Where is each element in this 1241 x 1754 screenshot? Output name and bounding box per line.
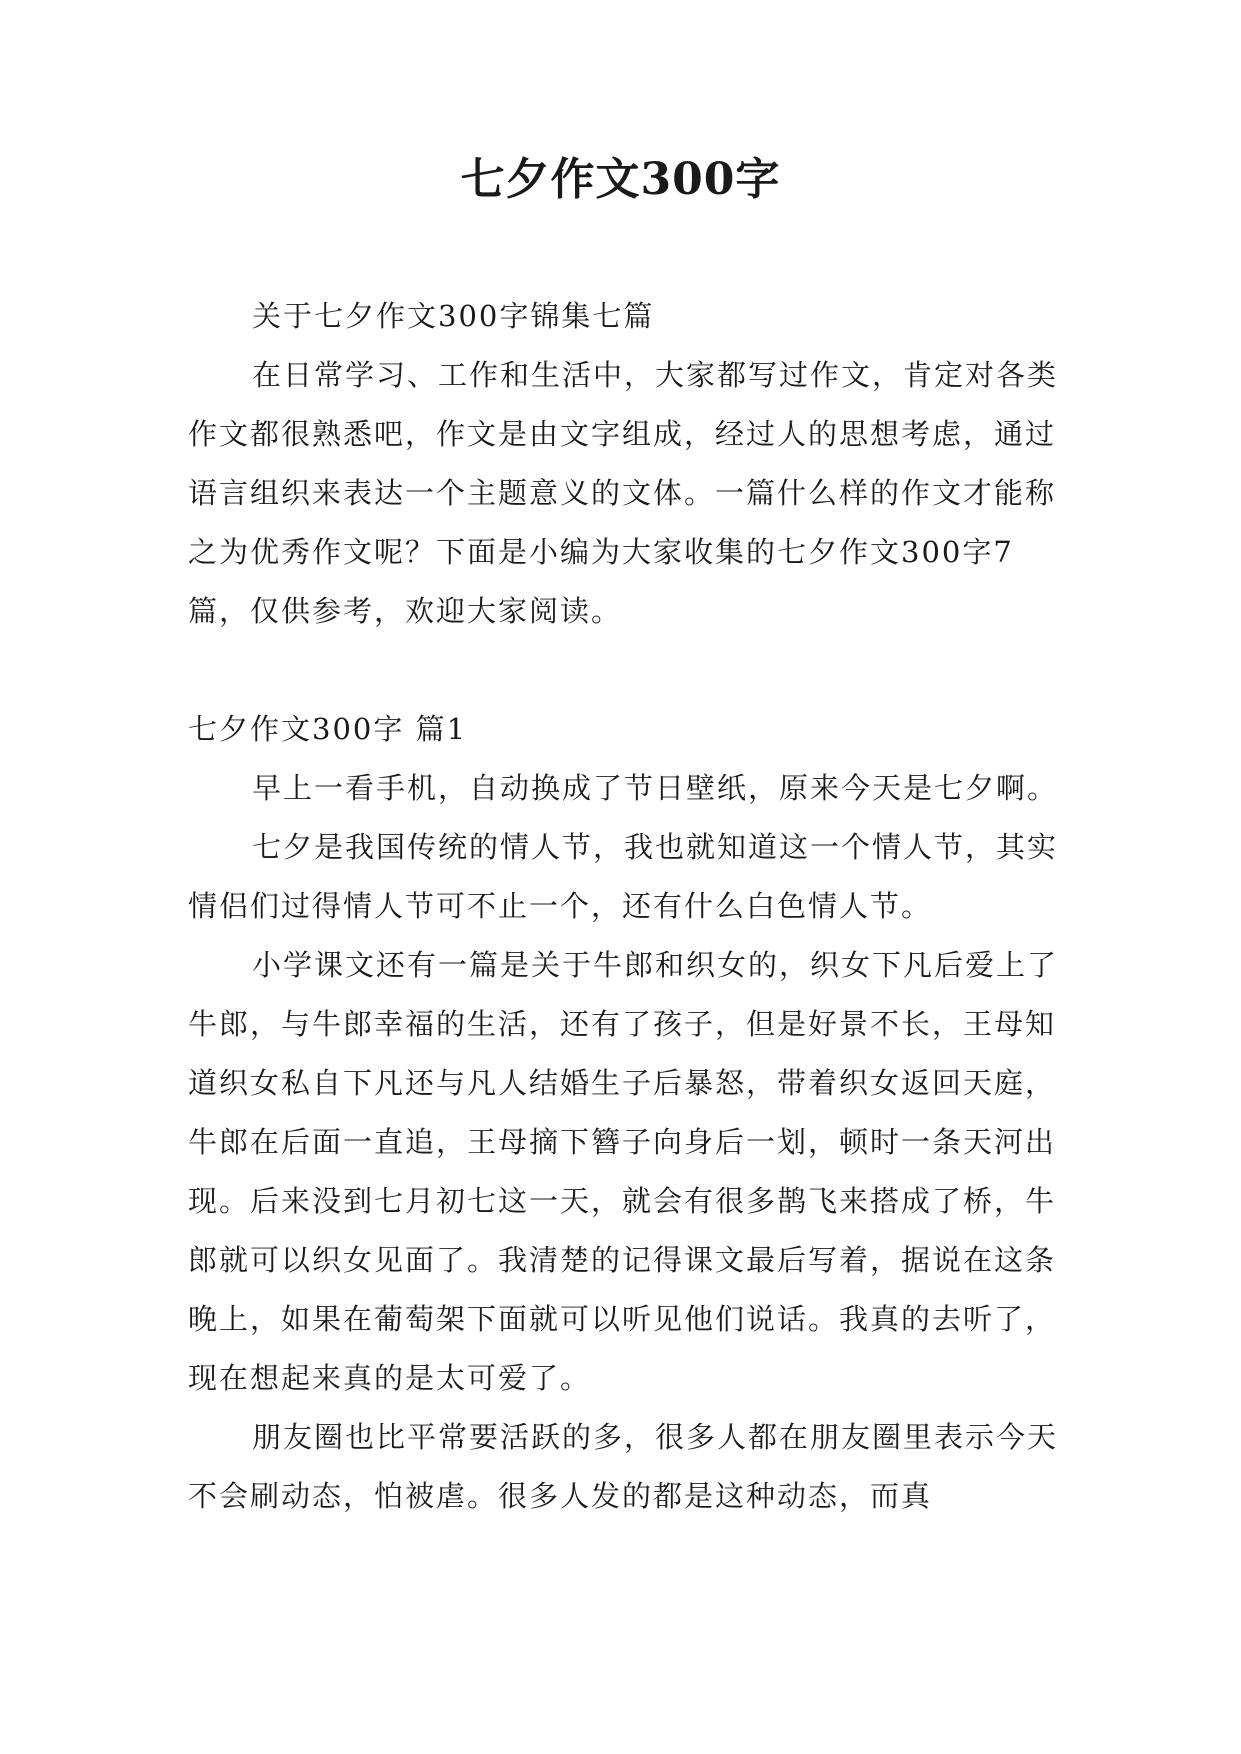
intro-heading: 关于七夕作文300字锦集七篇 [252,299,655,333]
document-body [188,287,1062,1526]
paragraph-3: 小学课文还有一篇是关于牛郎和织女的，织女下凡后爱上了牛郎，与牛郎幸福的生活，还有了孩子，但是好景不长，王母知道织女私自下凡还与凡人结婚生子后暴怒，带着织女返回天庭，牛郎在后面一直追，王母摘下簪子向身后一划，顿时一条天河出现。后来没到七月初七这一天，就会有很多鹊飞来搭成了桥，牛郎就可以织女见面了。我清楚的记得课文最后写着，据说在这条晚上，如果在葡萄架下面就可以听见他们说话。我真的去听了，现在想起来真的是太可爱了。 [188,948,1059,1395]
paragraph-4: 朋友圈也比平常要活跃的多，很多人都在朋友圈里表示今天不会刷动态，怕被虐。很多人发的都是这种动态，而真 [188,1420,1059,1513]
page-title: 七夕作文300字 [460,154,781,205]
intro-paragraph: 在日常学习、工作和生活中，大家都写过作文，肯定对各类作文都很熟悉吧，作文是由文字组成，经过人的思想考虑，通过语言组织来表达一个主题意义的文体。一篇什么样的作文才能称之为优秀作文呢？下面是小编为大家收集的七夕作文300字7篇，仅供参考，欢迎大家阅读。 [188,358,1059,628]
section-heading: 七夕作文300字 篇1 [188,712,468,746]
paragraph-2: 七夕是我国传统的情人节，我也就知道这一个情人节，其实情侣们过得情人节可不止一个，还有什么白色情人节。 [188,830,1059,923]
paragraph-1: 早上一看手机，自动换成了节日壁纸，原来今天是七夕啊。 [252,771,1059,805]
section-spacer [188,641,1062,700]
